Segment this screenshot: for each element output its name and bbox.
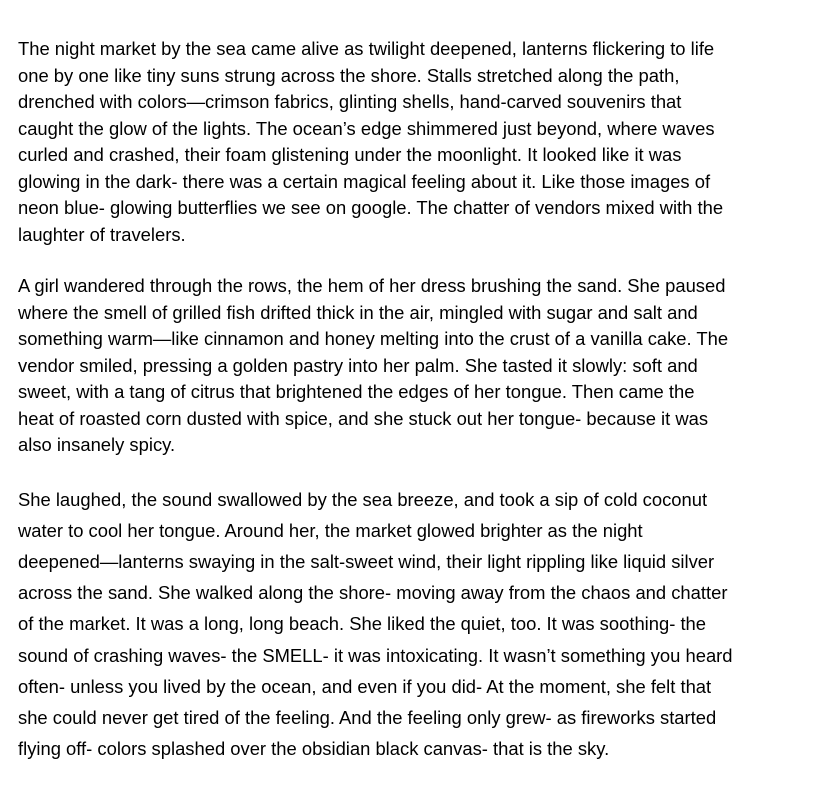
paragraph-2	[18, 273, 818, 459]
text-line: sound of crashing waves- the SMELL- it was intoxicating. It wasn’t something you heard	[18, 644, 733, 666]
text-line: deepened—lanterns swaying in the salt-sweet wind, their light rippling like liquid silver	[18, 550, 715, 572]
text-line: something warm—like cinnamon and honey melting into the crust of a vanilla cake. The	[18, 328, 729, 349]
text-line: caught the glow of the lights. The ocean’s edge shimmered just beyond, where waves	[18, 117, 715, 139]
text-line: drenched with colors—crimson fabrics, glinting shells, hand-carved souvenirs that	[18, 91, 682, 112]
text-line: across the sand. She walked along the shore- moving away from the chaos and chatter	[18, 582, 728, 604]
text-line: where the smell of grilled fish drifted thick in the air, mingled with sugar and salt and	[18, 301, 698, 323]
text-line: glowing in the dark- there was a certain magical feeling about it. Like those images of	[18, 170, 711, 192]
document-body	[18, 36, 818, 764]
text-line: also insanely spicy.	[18, 434, 176, 455]
paragraph-3	[18, 484, 818, 765]
text-line: sweet, with a tang of citrus that brightened the edges of her tongue. Then came the	[18, 381, 695, 402]
text-line: of the market. It was a long, long beach. She liked the quiet, too. It was soothing- the	[18, 613, 707, 635]
paragraph-1	[18, 36, 818, 248]
text-line: vendor smiled, pressing a golden pastry into her palm. She tasted it slowly: soft and	[18, 354, 698, 376]
text-line: she could never get tired of the feeling. And the feeling only grew- as fireworks started	[18, 706, 717, 728]
text-line: flying off- colors splashed over the obsidian black canvas- that is the sky.	[18, 738, 610, 760]
text-line: one by one like tiny suns strung across the shore. Stalls stretched along the path,	[18, 64, 680, 86]
text-line: A girl wandered through the rows, the hem of her dress brushing the sand. She paused	[18, 275, 726, 296]
text-line: often- unless you lived by the ocean, and even if you did- At the moment, she felt that	[18, 675, 712, 697]
text-line: laughter of travelers.	[18, 223, 186, 245]
text-line: curled and crashed, their foam glistening under the moonlight. It looked like it was	[18, 144, 682, 165]
text-line: heat of roasted corn dusted with spice, and she stuck out her tongue- because it was	[18, 407, 709, 429]
text-line: water to cool her tongue. Around her, the market glowed brighter as the night	[18, 519, 643, 541]
text-line: The night market by the sea came alive as twilight deepened, lanterns flickering to life	[18, 38, 715, 59]
text-line: neon blue- glowing butterflies we see on google. The chatter of vendors mixed with the	[18, 197, 724, 218]
text-line: She laughed, the sound swallowed by the sea breeze, and took a sip of cold coconut	[18, 488, 708, 510]
